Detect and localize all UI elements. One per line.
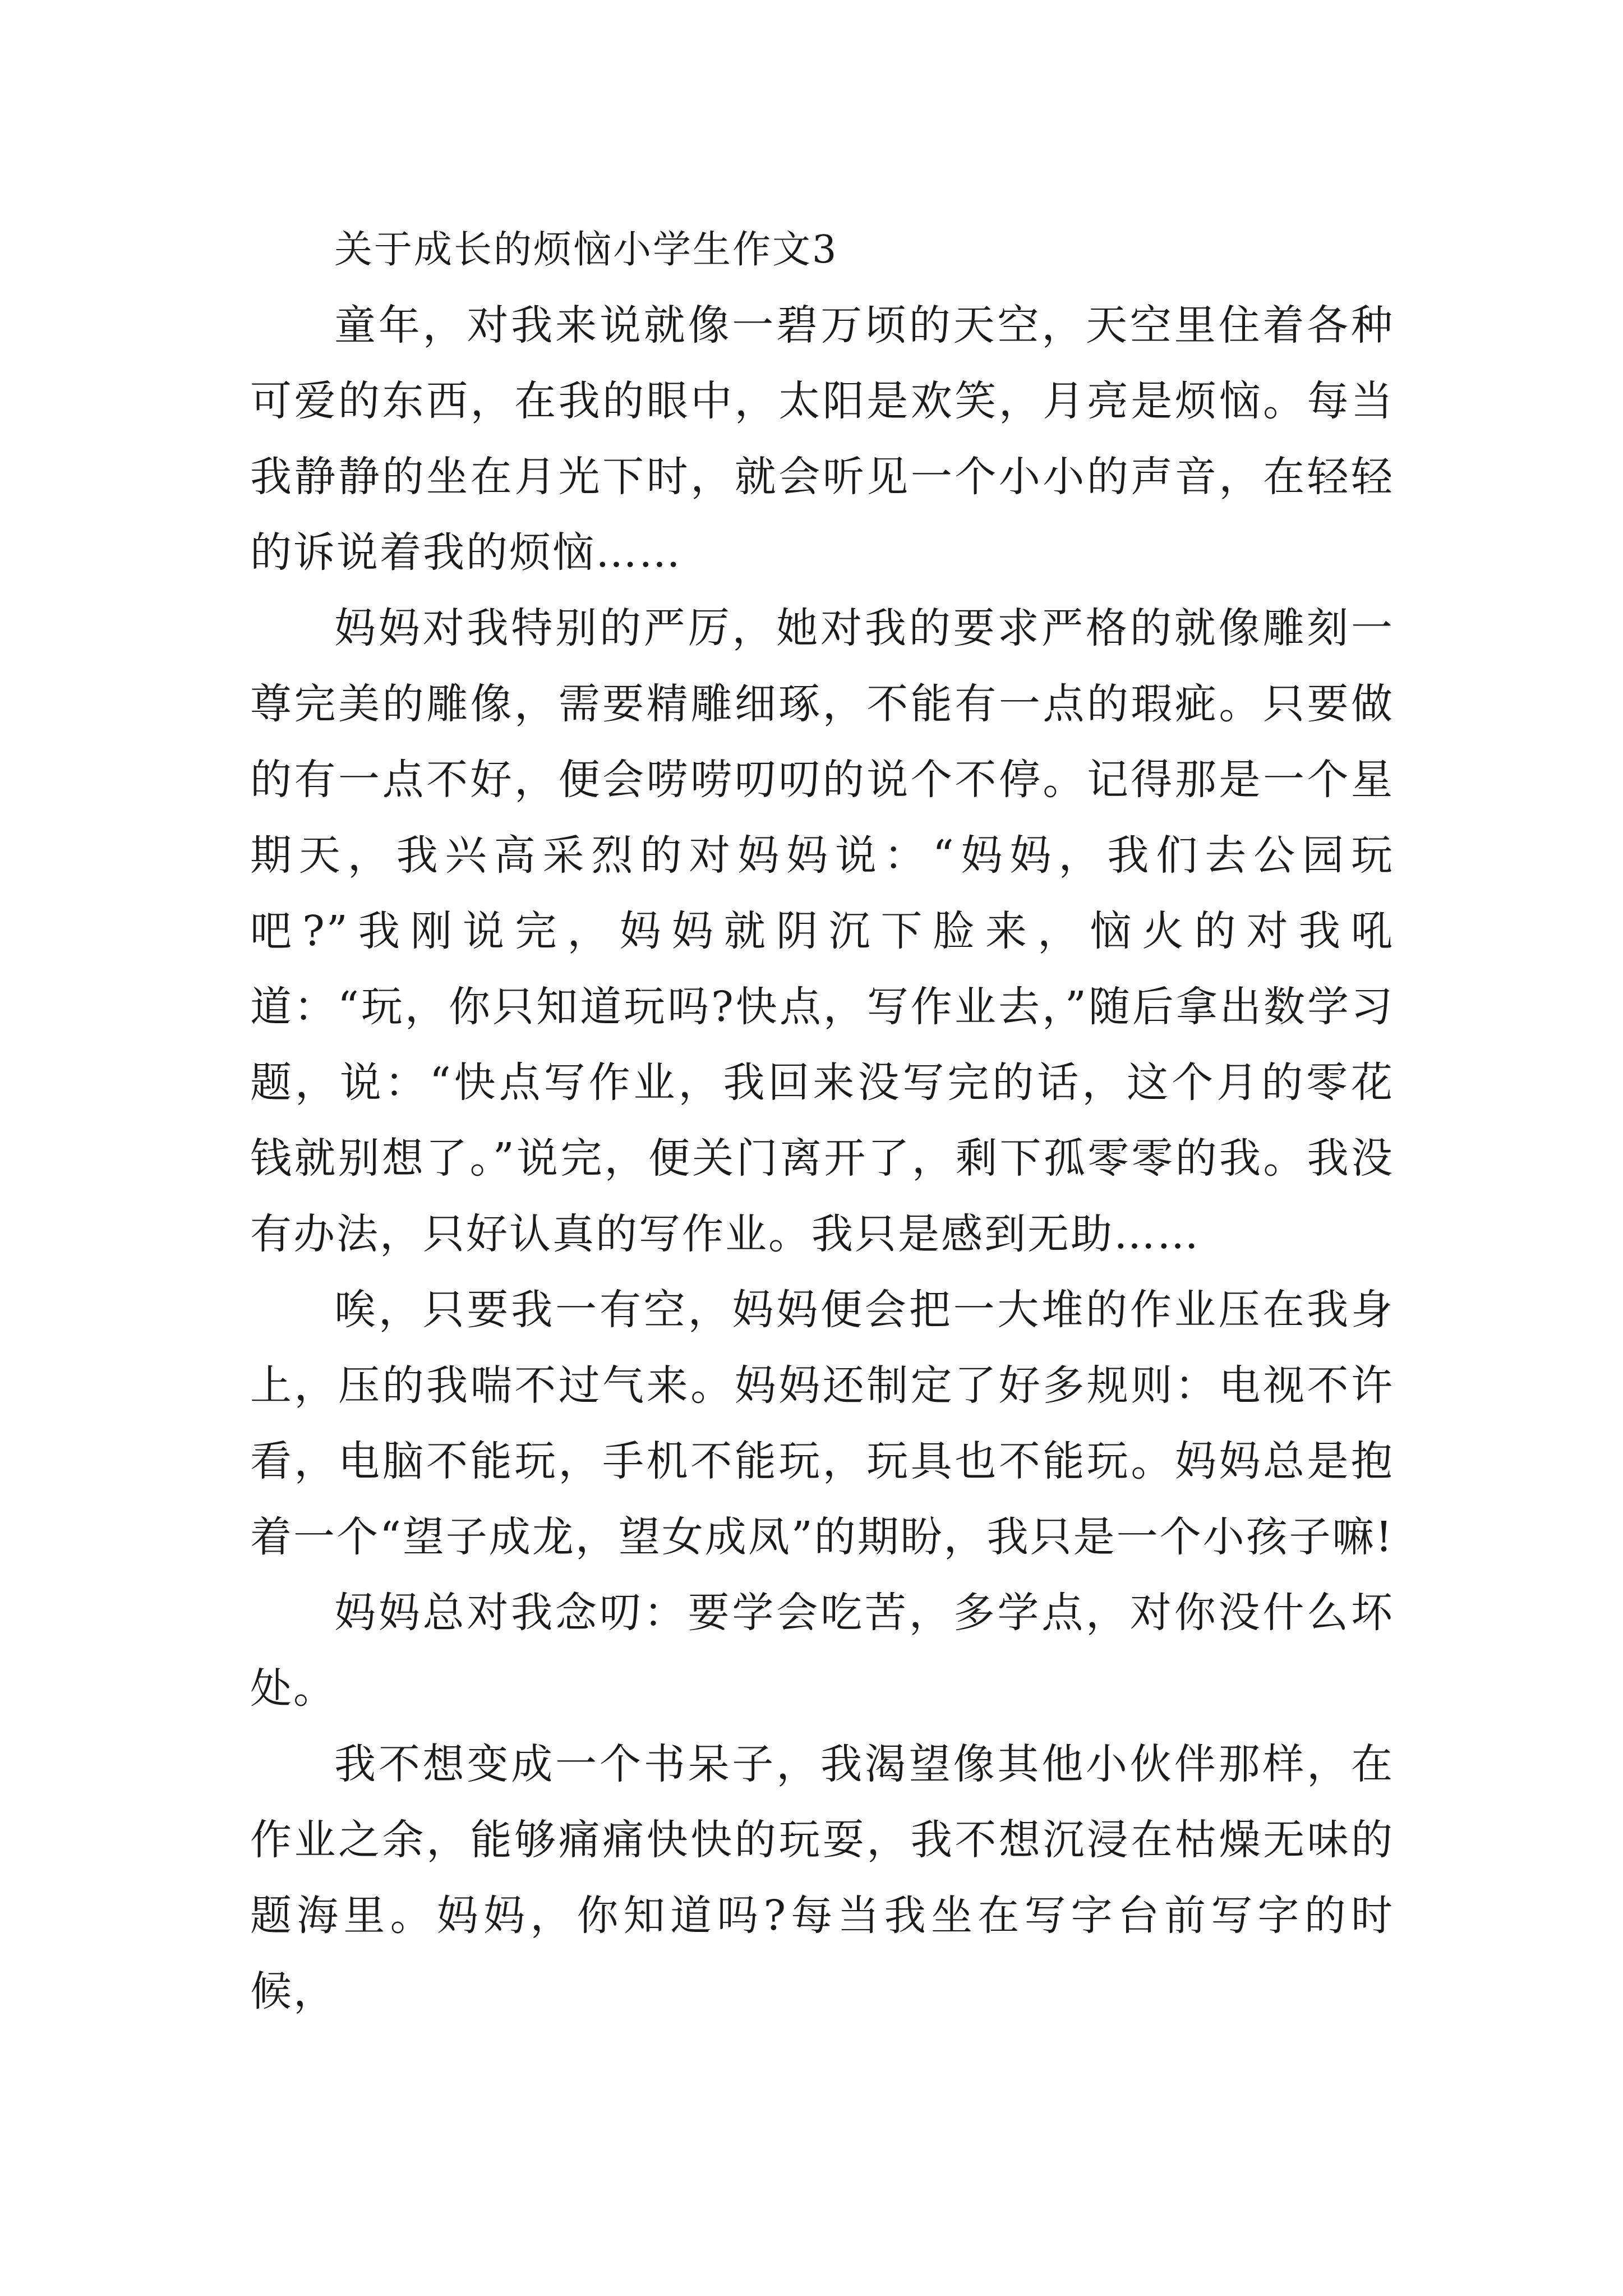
paragraph-5: 我不想变成一个书呆子，我渴望像其他小伙伴那样，在作业之余，能够痛痛快快的玩耍，我不想沉浸在枯燥无味的题海里。妈妈，你知道吗?每当我坐在写字台前写字的时候， <box>250 1740 1394 2016</box>
paragraph-2: 妈妈对我特别的严厉，她对我的要求严格的就像雕刻一尊完美的雕像，需要精雕细琢，不能有一点的瑕疵。只要做的有一点不好，便会唠唠叨叨的说个不停。记得那是一个星期天，我兴高采烈的对妈妈说：“妈妈，我们去公园玩吧?”我刚说完，妈妈就阴沉下脸来，恼火的对我吼道：“玩，你只知道玩吗?快点，写作业去，”随后拿出数学习题，说：“快点写作业，我回来没写完的话，这个月的零花钱就别想了。”说完，便关门离开了，剩下孤零零的我。我没有办法，只好认真的写作业。我只是感到无助…… <box>250 604 1394 1258</box>
paragraph-1: 童年，对我来说就像一碧万顷的天空，天空里住着各种可爱的东西，在我的眼中，太阳是欢笑，月亮是烦恼。每当我静静的坐在月光下时，就会听见一个小小的声音，在轻轻的诉说着我的烦恼…… <box>250 301 1394 577</box>
paragraph-4: 妈妈总对我念叨：要学会吃苦，多学点，对你没什么坏处。 <box>250 1589 1394 1713</box>
document-body <box>250 212 1394 2030</box>
paragraph-3: 唉，只要我一有空，妈妈便会把一大堆的作业压在我身上，压的我喘不过气来。妈妈还制定了好多规则：电视不许看，电脑不能玩，手机不能玩，玩具也不能玩。妈妈总是抱着一个“望子成龙，望女成凤”的期盼，我只是一个小孩子嘛! <box>250 1286 1394 1561</box>
essay-title: 关于成长的烦恼小学生作文3 <box>334 228 838 272</box>
